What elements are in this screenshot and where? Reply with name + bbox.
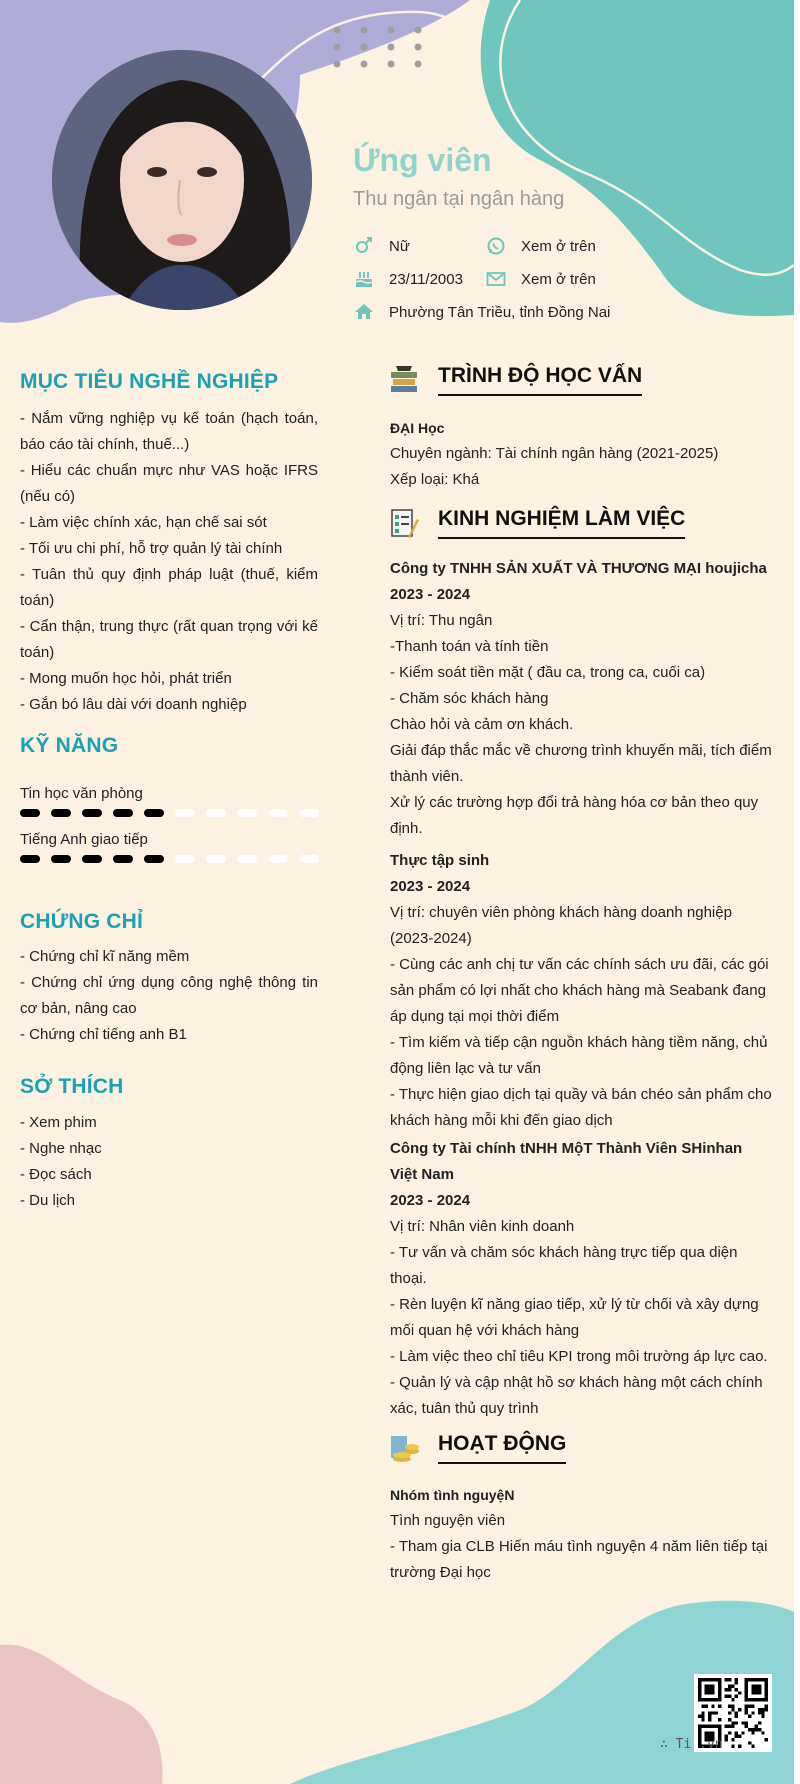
skill-dot: [20, 809, 40, 817]
objective-line: - Cẩn thận, trung thực (rất quan trọng với kế toán): [20, 618, 318, 661]
job-company: Công ty Tài chính tNHH MộT Thành Viên SHinhan Việt Nam: [390, 1140, 743, 1183]
address-row: [353, 302, 610, 322]
skill-dot: [299, 855, 319, 863]
job-line: - Chăm sóc khách hàng: [390, 690, 549, 707]
experience-heading: KINH NGHIỆM LÀM VIỆC: [438, 507, 685, 539]
skill-dot: [175, 855, 195, 863]
certificates-list: [20, 944, 318, 1048]
job-line: - Thực hiện giao dịch tại quầy và bán chéo sản phẩm cho khách hàng mỗi khi đến giao dịch: [390, 1086, 772, 1129]
coins-icon: [388, 1432, 420, 1464]
objective-line: - Tuân thủ quy định pháp luật (thuế, kiểm toán): [20, 566, 318, 609]
job-line: Xử lý các trường hợp đổi trả hàng hóa cơ bản theo quy định.: [390, 794, 759, 837]
address-value: Phường Tân Triều, tỉnh Đồng Nai: [389, 303, 611, 321]
skill-dot: [175, 809, 195, 817]
email-row: [485, 269, 596, 289]
skill-dot: [144, 809, 164, 817]
job-line: Vị trí: Thu ngân: [390, 612, 493, 629]
email-value: Xem ở trên: [521, 270, 596, 288]
education-header: [388, 364, 642, 396]
hobbies-list: [20, 1110, 318, 1214]
envelope-icon: [485, 269, 507, 289]
skill-dot: [113, 809, 133, 817]
skills-heading: KỸ NĂNG: [20, 734, 119, 757]
activities-heading: HOẠT ĐỘNG: [438, 1432, 566, 1464]
watermark: ∴ Ti .vn: [660, 1737, 723, 1752]
experience-job-1: [390, 556, 772, 842]
objective-line: - Làm việc chính xác, hạn chế sai sót: [20, 514, 267, 531]
skill-dot: [206, 855, 226, 863]
job-line: - Quản lý và cập nhật hồ sơ khách hàng một cách chính xác, tuân thủ quy trình: [390, 1374, 763, 1417]
skill-dot: [206, 809, 226, 817]
job-line: Chào hỏi và cảm ơn khách.: [390, 716, 574, 733]
job-line: Vị trí: Nhân viên kinh doanh: [390, 1218, 575, 1235]
skill-dot: [113, 855, 133, 863]
job-company: Thực tập sinh: [390, 852, 490, 869]
skill-dot: [299, 809, 319, 817]
hobbies-heading: SỞ THÍCH: [20, 1075, 124, 1098]
gender-row: [353, 236, 410, 256]
skill-dot: [82, 855, 102, 863]
activities-header: [388, 1432, 566, 1464]
candidate-name: Ứng viên: [353, 142, 492, 178]
job-period: 2023 - 2024: [390, 878, 471, 895]
activity-org: Nhóm tình nguyệN: [390, 1487, 515, 1503]
education-heading: TRÌNH ĐỘ HỌC VẤN: [438, 364, 642, 396]
job-line: -Thanh toán và tính tiền: [390, 638, 549, 655]
skill-dot: [51, 855, 71, 863]
phone-value: Xem ở trên: [521, 237, 596, 255]
gender-icon: [353, 236, 375, 256]
activity-line: - Tham gia CLB Hiến máu tình nguyện 4 năm liên tiếp tại trường Đại học: [390, 1538, 768, 1581]
job-period: 2023 - 2024: [390, 1192, 471, 1209]
objective-line: - Nắm vững nghiệp vụ kế toán (hạch toán, báo cáo tài chính, thuế...): [20, 410, 318, 453]
skill-dot: [268, 809, 288, 817]
education-school: ĐẠI Học: [390, 420, 445, 436]
objective-line: - Tối ưu chi phí, hỗ trợ quản lý tài chính: [20, 540, 283, 557]
hobby-line: - Đọc sách: [20, 1166, 92, 1183]
skill-name: Tiếng Anh giao tiếp: [20, 831, 148, 848]
hobby-line: - Nghe nhạc: [20, 1140, 102, 1157]
skill-dot: [237, 855, 257, 863]
birthday-row: [353, 269, 463, 289]
checklist-icon: [388, 507, 420, 539]
hobby-line: - Du lịch: [20, 1192, 76, 1209]
job-line: - Rèn luyện kĩ năng giao tiếp, xử lý từ chối và xây dựng mối quan hệ với khách hàng: [390, 1296, 759, 1339]
birthday-cake-icon: [353, 269, 375, 289]
objective-line: - Hiểu các chuẩn mực như VAS hoặc IFRS (nếu có): [20, 462, 318, 505]
objective-line: - Gắn bó lâu dài với doanh nghiệp: [20, 696, 247, 713]
objective-heading: MỤC TIÊU NGHỀ NGHIỆP: [20, 370, 279, 393]
job-line: - Kiểm soát tiền mặt ( đầu ca, trong ca, cuối ca): [390, 664, 706, 681]
education-rank: Xếp loại: Khá: [390, 471, 480, 488]
job-line: - Làm việc theo chỉ tiêu KPI trong môi trường áp lực cao.: [390, 1348, 768, 1365]
experience-job-3: [390, 1136, 772, 1422]
books-icon: [388, 364, 420, 396]
certificates-heading: CHỨNG CHỈ: [20, 910, 144, 933]
job-title: Thu ngân tại ngân hàng: [353, 188, 565, 210]
certificate-line: - Chứng chỉ ứng dụng công nghệ thông tin cơ bản, nâng cao: [20, 974, 318, 1017]
phone-row: [485, 236, 596, 256]
home-icon: [353, 302, 375, 322]
objective-list: [20, 406, 318, 718]
job-line: Vị trí: chuyên viên phòng khách hàng doanh nghiệp (2023-2024): [390, 904, 732, 947]
whatsapp-icon: [485, 236, 507, 256]
skill-rating: [20, 809, 330, 817]
certificate-line: - Chứng chỉ tiếng anh B1: [20, 1026, 187, 1043]
skill-dot: [20, 855, 40, 863]
certificate-line: - Chứng chỉ kĩ năng mềm: [20, 948, 190, 965]
job-line: - Cùng các anh chị tư vấn các chính sách ưu đãi, các gói sản phẩm có lợi nhất cho khách hàng mà Seabank đang áp dụng tại mọi thời điểm: [390, 956, 769, 1025]
skill-dot: [237, 809, 257, 817]
skill-dot: [144, 855, 164, 863]
job-period: 2023 - 2024: [390, 586, 471, 603]
activity-role: Tình nguyện viên: [390, 1512, 506, 1529]
skill-rating: [20, 855, 330, 863]
experience-header: [388, 507, 685, 539]
job-line: - Tìm kiếm và tiếp cận nguồn khách hàng tiềm năng, chủ động liên lạc và tư vấn: [390, 1034, 768, 1077]
education-body: [390, 415, 772, 493]
job-company: Công ty TNHH SẢN XUẤT VÀ THƯƠNG MẠI houjicha: [390, 560, 767, 577]
education-major: Chuyên ngành: Tài chính ngân hàng (2021-2025): [390, 445, 719, 462]
skill-dot: [51, 809, 71, 817]
avatar: [52, 50, 312, 310]
job-line: - Tư vấn và chăm sóc khách hàng trực tiếp qua diện thoại.: [390, 1244, 738, 1287]
skill-dot: [268, 855, 288, 863]
experience-job-2: [390, 848, 772, 1134]
activities-body: [390, 1482, 772, 1586]
skill-dot: [82, 809, 102, 817]
hobby-line: - Xem phim: [20, 1114, 97, 1131]
skill-name: Tin học văn phòng: [20, 785, 143, 802]
job-line: Giải đáp thắc mắc về chương trình khuyến mãi, tích điểm thành viên.: [390, 742, 772, 785]
objective-line: - Mong muốn học hỏi, phát triển: [20, 670, 232, 687]
gender-value: Nữ: [389, 237, 410, 255]
birthday-value: 23/11/2003: [389, 270, 463, 288]
